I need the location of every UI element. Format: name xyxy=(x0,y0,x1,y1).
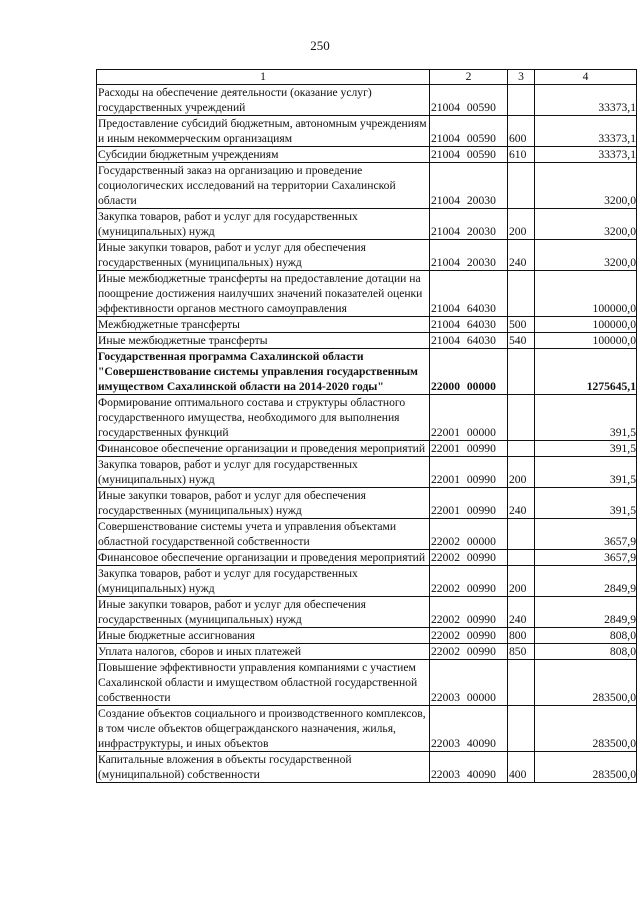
row-code: 21004 64030 xyxy=(430,317,508,333)
row-name: Иные межбюджетные трансферты xyxy=(97,333,430,349)
row-code: 22002 00990 xyxy=(430,644,508,660)
row-expense-type: 200 xyxy=(508,566,535,597)
table-row xyxy=(97,597,637,628)
table-row xyxy=(97,441,637,457)
row-code: 21004 00590 xyxy=(430,147,508,163)
row-name: Формирование оптимального состава и структуры областного государственного имущества, необходимого для выполнения государственных функций xyxy=(97,395,430,441)
row-name: Закупка товаров, работ и услуг для государственных (муниципальных) нужд xyxy=(97,457,430,488)
row-expense-type xyxy=(508,85,535,116)
row-amount: 3657,9 xyxy=(535,519,637,550)
row-amount: 808,0 xyxy=(535,628,637,644)
row-amount: 2849,9 xyxy=(535,566,637,597)
row-code: 22002 00990 xyxy=(430,597,508,628)
row-code: 22002 00990 xyxy=(430,566,508,597)
table-row xyxy=(97,333,637,349)
row-name: Предоставление субсидий бюджетным, автономным учреждениям и иным некоммерческим организациям xyxy=(97,116,430,147)
header-row xyxy=(97,70,637,85)
row-amount: 33373,1 xyxy=(535,116,637,147)
row-expense-type xyxy=(508,706,535,752)
row-name: Расходы на обеспечение деятельности (оказание услуг) государственных учреждений xyxy=(97,85,430,116)
row-name: Иные закупки товаров, работ и услуг для обеспечения государственных (муниципальных) нужд xyxy=(97,240,430,271)
table-row xyxy=(97,349,637,395)
row-amount: 391,5 xyxy=(535,488,637,519)
row-amount: 391,5 xyxy=(535,395,637,441)
row-amount: 100000,0 xyxy=(535,271,637,317)
row-code: 22002 00000 xyxy=(430,519,508,550)
row-code: 21004 00590 xyxy=(430,116,508,147)
table-row xyxy=(97,457,637,488)
row-amount: 33373,1 xyxy=(535,85,637,116)
row-name: Финансовое обеспечение организации и проведения мероприятий xyxy=(97,550,430,566)
row-amount: 391,5 xyxy=(535,457,637,488)
row-expense-type xyxy=(508,163,535,209)
table-row xyxy=(97,706,637,752)
row-name: Межбюджетные трансферты xyxy=(97,317,430,333)
row-code: 21004 64030 xyxy=(430,271,508,317)
row-code: 21004 20030 xyxy=(430,240,508,271)
row-name: Иные закупки товаров, работ и услуг для обеспечения государственных (муниципальных) нужд xyxy=(97,488,430,519)
row-expense-type xyxy=(508,519,535,550)
row-code: 22003 40090 xyxy=(430,752,508,783)
row-expense-type: 800 xyxy=(508,628,535,644)
header-col-4: 4 xyxy=(535,70,637,85)
row-expense-type: 200 xyxy=(508,209,535,240)
row-expense-type xyxy=(508,441,535,457)
row-amount: 3200,0 xyxy=(535,240,637,271)
row-amount: 283500,0 xyxy=(535,660,637,706)
row-code: 21004 64030 xyxy=(430,333,508,349)
row-amount: 3200,0 xyxy=(535,209,637,240)
table-row xyxy=(97,752,637,783)
row-code: 22000 00000 xyxy=(430,349,508,395)
table-row xyxy=(97,550,637,566)
table-row xyxy=(97,660,637,706)
table-row xyxy=(97,271,637,317)
row-code: 22001 00990 xyxy=(430,441,508,457)
table-row xyxy=(97,644,637,660)
row-code: 22002 00990 xyxy=(430,550,508,566)
row-code: 21004 00590 xyxy=(430,85,508,116)
row-expense-type: 200 xyxy=(508,457,535,488)
row-expense-type xyxy=(508,660,535,706)
row-amount: 808,0 xyxy=(535,644,637,660)
row-amount: 33373,1 xyxy=(535,147,637,163)
row-name: Закупка товаров, работ и услуг для государственных (муниципальных) нужд xyxy=(97,566,430,597)
table-row xyxy=(97,628,637,644)
row-amount: 100000,0 xyxy=(535,333,637,349)
row-code: 21004 20030 xyxy=(430,163,508,209)
row-expense-type: 600 xyxy=(508,116,535,147)
row-expense-type xyxy=(508,271,535,317)
row-amount: 1275645,1 xyxy=(535,349,637,395)
row-name: Повышение эффективности управления компаниями с участием Сахалинской области и имуществом областной государственной собственности xyxy=(97,660,430,706)
row-expense-type: 240 xyxy=(508,488,535,519)
table-row xyxy=(97,116,637,147)
row-expense-type: 400 xyxy=(508,752,535,783)
row-amount: 3657,9 xyxy=(535,550,637,566)
table-row xyxy=(97,85,637,116)
row-name: Иные межбюджетные трансферты на предоставление дотации на поощрение достижения наилучших значений показателей оценки эффективности органов местного самоуправления xyxy=(97,271,430,317)
budget-table xyxy=(96,69,637,783)
table-row xyxy=(97,395,637,441)
row-amount: 3200,0 xyxy=(535,163,637,209)
row-code: 22001 00000 xyxy=(430,395,508,441)
row-expense-type xyxy=(508,550,535,566)
row-expense-type xyxy=(508,349,535,395)
table-row xyxy=(97,566,637,597)
row-name: Иные закупки товаров, работ и услуг для обеспечения государственных (муниципальных) нужд xyxy=(97,597,430,628)
row-code: 22001 00990 xyxy=(430,457,508,488)
row-code: 22002 00990 xyxy=(430,628,508,644)
row-amount: 391,5 xyxy=(535,441,637,457)
row-name: Капитальные вложения в объекты государственной (муниципальной) собственности xyxy=(97,752,430,783)
row-code: 22003 40090 xyxy=(430,706,508,752)
header-col-1: 1 xyxy=(97,70,430,85)
table-row xyxy=(97,163,637,209)
row-expense-type: 500 xyxy=(508,317,535,333)
row-name: Иные бюджетные ассигнования xyxy=(97,628,430,644)
row-amount: 283500,0 xyxy=(535,706,637,752)
row-expense-type: 540 xyxy=(508,333,535,349)
row-name: Уплата налогов, сборов и иных платежей xyxy=(97,644,430,660)
row-name: Финансовое обеспечение организации и проведения мероприятий xyxy=(97,441,430,457)
row-name: Государственная программа Сахалинской области "Совершенствование системы управления государственным имуществом Сахалинской области на 2014-2020 годы" xyxy=(97,349,430,395)
row-name: Создание объектов социального и производственного комплексов, в том числе объектов общегражданского назначения, жилья, инфраструктуры, и иных объектов xyxy=(97,706,430,752)
table-row xyxy=(97,488,637,519)
row-name: Государственный заказ на организацию и проведение социологических исследований на территории Сахалинской области xyxy=(97,163,430,209)
row-name: Совершенствование системы учета и управления объектами областной государственной собственности xyxy=(97,519,430,550)
table-row xyxy=(97,147,637,163)
page-number: 250 xyxy=(310,38,330,53)
row-code: 22003 00000 xyxy=(430,660,508,706)
table-row xyxy=(97,240,637,271)
row-expense-type: 850 xyxy=(508,644,535,660)
row-expense-type: 610 xyxy=(508,147,535,163)
row-name: Субсидии бюджетным учреждениям xyxy=(97,147,430,163)
row-expense-type: 240 xyxy=(508,597,535,628)
row-amount: 100000,0 xyxy=(535,317,637,333)
row-name: Закупка товаров, работ и услуг для государственных (муниципальных) нужд xyxy=(97,209,430,240)
table-row xyxy=(97,317,637,333)
row-code: 21004 20030 xyxy=(430,209,508,240)
table-row xyxy=(97,519,637,550)
row-amount: 283500,0 xyxy=(535,752,637,783)
table-row xyxy=(97,209,637,240)
row-expense-type xyxy=(508,395,535,441)
header-col-2: 2 xyxy=(430,70,508,85)
header-col-3: 3 xyxy=(508,70,535,85)
row-expense-type: 240 xyxy=(508,240,535,271)
row-amount: 2849,9 xyxy=(535,597,637,628)
row-code: 22001 00990 xyxy=(430,488,508,519)
